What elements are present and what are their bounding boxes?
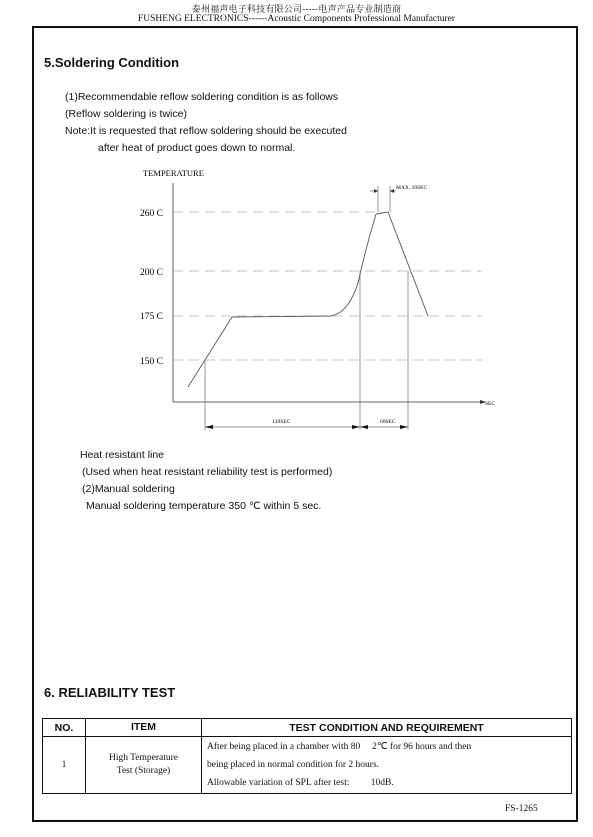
span-120-label: 120SEC bbox=[272, 419, 291, 425]
manual-soldering-temperature: Manual soldering temperature 350 ℃ within 5 sec. bbox=[86, 500, 322, 512]
tick-label-175: 175 C bbox=[140, 312, 163, 322]
note-continuation-line: after heat of product goes down to normal. bbox=[98, 142, 296, 154]
span-60-arrow-right-icon bbox=[400, 425, 408, 429]
row-item-line1: High Temperature bbox=[108, 753, 179, 763]
heat-resistant-line-label: Heat resistant line bbox=[80, 449, 165, 461]
reflow-twice-line: (Reflow soldering is twice) bbox=[65, 108, 187, 120]
manual-soldering-heading: (2)Manual soldering bbox=[82, 483, 175, 495]
header-condition: TEST CONDITION AND REQUIREMENT bbox=[202, 719, 572, 737]
header-no: NO. bbox=[43, 719, 86, 737]
reliability-test-table bbox=[42, 718, 572, 794]
condition-line-1: After being placed in a chamber with 80 2℃ for 96 hours and then bbox=[207, 742, 472, 752]
header-company-en: FUSHENG ELECTRONICS------Acoustic Components Professional Manufacturer bbox=[137, 14, 456, 24]
tick-label-150: 150 C bbox=[140, 357, 163, 367]
tick-label-260: 260 C bbox=[140, 209, 163, 219]
heat-resistant-note: (Used when heat resistant reliability test is performed) bbox=[82, 466, 333, 478]
condition-line-2: being placed in normal condition for 2 hours. bbox=[207, 760, 380, 770]
reflow-profile-curve bbox=[188, 212, 428, 387]
row-item-line2: Test (Storage) bbox=[116, 766, 171, 776]
row-item bbox=[86, 737, 202, 794]
x-axis-unit: SEC bbox=[485, 401, 496, 407]
max-arrow-left-icon bbox=[374, 189, 378, 193]
reflow-condition-line: (1)Recommendable reflow soldering condition is as follows bbox=[65, 91, 339, 103]
condition-line-3: Allowable variation of SPL after test: 10dB. bbox=[207, 778, 394, 788]
header-item: ITEM bbox=[86, 719, 202, 737]
max-arrow-right-icon bbox=[390, 189, 394, 193]
table-row bbox=[43, 737, 572, 794]
max-time-label: MAX. 10SEC bbox=[396, 185, 428, 191]
row-no: 1 bbox=[43, 737, 86, 794]
table-header-row bbox=[43, 719, 572, 737]
section-5-title: 5.Soldering Condition bbox=[44, 55, 180, 70]
span-120-arrow-left-icon bbox=[205, 425, 213, 429]
document-number: FS-1265 bbox=[505, 804, 538, 814]
note-line: Note:It is requested that reflow soldering should be executed bbox=[65, 125, 347, 137]
row-condition bbox=[202, 737, 572, 794]
header-company-cn: 泰州福声电子科技有限公司-----电声产品专业制造商 bbox=[191, 5, 402, 15]
tick-label-200: 200 C bbox=[140, 268, 163, 278]
span-120-arrow-right-icon bbox=[352, 425, 360, 429]
y-axis-title: TEMPERATURE bbox=[143, 168, 204, 178]
span-60-label: 60SEC bbox=[380, 419, 396, 425]
section-6-title: 6. RELIABILITY TEST bbox=[44, 685, 176, 700]
span-60-arrow-left-icon bbox=[360, 425, 368, 429]
